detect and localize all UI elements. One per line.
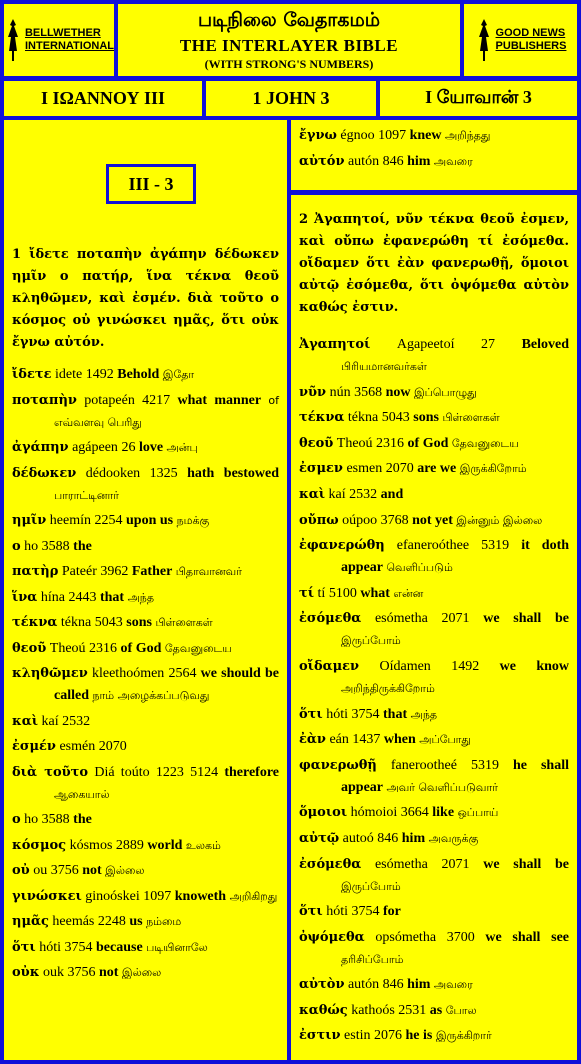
entry-english: him: [401, 830, 426, 846]
entry-greek: ημᾶς: [12, 914, 49, 929]
word-entry: [299, 583, 569, 605]
entry-tamil: of எவ்வளவு பெரிது: [54, 393, 280, 429]
entry-tamil: ஆகையால்: [54, 787, 110, 801]
entry-translit: agápeen: [72, 440, 118, 455]
entry-english: that: [99, 589, 125, 605]
entry-greek: αὐτὸν: [299, 977, 345, 993]
word-entry: [12, 561, 279, 583]
entry-english: we shall be: [483, 856, 569, 872]
entry-translit: kleethoómen: [91, 666, 165, 681]
entry-tamil: போல: [445, 1003, 477, 1017]
title-main: THE INTERLAYER BIBLE: [179, 36, 399, 55]
entry-tamil: இருக்கிறோம்: [459, 462, 527, 476]
entry-translit: Theoú: [336, 435, 373, 451]
entry-translit: kathoós: [351, 1002, 395, 1018]
word-entry: [12, 911, 279, 933]
entry-tamil: இல்லை: [121, 966, 162, 979]
entry-english: we know: [499, 658, 570, 674]
entry-greek: ὅτι: [299, 706, 323, 722]
entry-english: sons: [126, 615, 152, 630]
strongs-number: 3700: [446, 929, 475, 945]
entry-tamil: அறிகிறது: [229, 889, 278, 903]
entry-translit: hóti: [326, 706, 348, 722]
verse-1-greek: 1 ἴδετε ποταπὴν ἀγάπην δέδωκεν ημῖν ο πατήρ, ἵνα τέκνα θεοῦ κληθῶμεν, καὶ ἐσμέν. διὰ τοῦτο ο κόσμος οὐ γινώσκει ημᾶς, ὅτι οὐκ ἔγνω αὐτόν.: [12, 247, 279, 350]
entry-tamil: பிள்ளைகள்: [442, 411, 500, 425]
entry-english: for: [383, 904, 401, 920]
entry-tamil: அவர் வெளிப்படுவார்: [386, 780, 498, 794]
strongs-number: 27: [481, 337, 496, 352]
entry-greek: ἐστιν: [299, 1028, 341, 1044]
entry-greek: ἀγάπην: [12, 440, 69, 455]
strongs-number: 5319: [481, 538, 510, 554]
entry-translit: tékna: [60, 615, 92, 630]
word-entry: [299, 901, 569, 923]
word-entry: [299, 125, 569, 147]
word-entry: [299, 458, 569, 480]
entry-tamil: அவரை: [433, 978, 473, 992]
entry-english: it doth appear: [341, 538, 570, 576]
entry-greek: ἔγνω: [299, 128, 337, 143]
strongs-number: 3754: [64, 939, 93, 955]
word-entry: [12, 835, 279, 857]
entry-english: love: [138, 440, 164, 455]
entry-greek: καὶ: [12, 713, 39, 729]
strongs-number: 3754: [351, 706, 380, 722]
strongs-number: 2254: [94, 513, 123, 528]
entry-translit: ho: [24, 538, 39, 554]
entry-english: knoweth: [174, 888, 227, 904]
word-entry: [12, 437, 279, 459]
entry-english: now: [385, 384, 411, 400]
word-entry: [12, 510, 279, 532]
entry-translit: Agapeetoí: [396, 337, 455, 352]
title-block: [118, 4, 460, 76]
entry-greek: ἐὰν: [299, 732, 326, 748]
logo-left-line2: INTERNATIONAL: [24, 40, 114, 52]
entry-translit: potapeén: [84, 392, 135, 408]
entry-tamil: தேவனுடைய: [164, 641, 232, 655]
entry-greek: τί: [299, 585, 315, 601]
entry-greek: ημῖν: [12, 513, 47, 528]
strongs-number: 3588: [41, 812, 70, 827]
entry-tamil: நாம் அழைக்கப்படுவது: [92, 689, 210, 702]
entry-english: what: [360, 585, 390, 601]
word-entry: [299, 729, 569, 751]
entry-english: of God: [120, 640, 162, 656]
word-entry: [12, 762, 279, 806]
entry-english: not: [82, 863, 102, 878]
strongs-number: 5100: [328, 585, 357, 601]
strongs-number: 1097: [143, 888, 172, 904]
word-entry: [12, 364, 279, 386]
strongs-number: 1437: [352, 732, 381, 748]
word-entry: [12, 663, 279, 707]
entry-greek: οὐκ: [12, 965, 40, 980]
strongs-number: 1492: [85, 367, 114, 382]
entry-tamil: தேவனுடைய: [451, 436, 519, 450]
entry-greek: ὅμοιοι: [299, 805, 348, 821]
logo-right-line1: GOOD NEWS: [495, 27, 566, 39]
entry-english: that: [383, 706, 408, 722]
entry-translit: esmen: [346, 461, 383, 477]
entry-greek: πατὴρ: [12, 564, 59, 579]
word-entry: [299, 828, 569, 850]
entry-tamil: தரிசிப்போம்: [341, 952, 404, 966]
entry-translit: hína: [40, 589, 65, 605]
word-entry: [12, 463, 279, 507]
strongs-number: 1223 5124: [155, 764, 219, 780]
word-entry: [299, 151, 569, 173]
entry-translit: kaí: [328, 486, 346, 502]
entry-english: knew: [409, 128, 442, 143]
entry-translit: autón: [347, 153, 380, 169]
word-entry: [299, 802, 569, 824]
entry-english: the: [73, 538, 92, 554]
entry-english: hath bestowed: [187, 465, 279, 481]
entry-english: he is: [405, 1028, 433, 1044]
entry-translit: nún: [329, 384, 351, 400]
strongs-number: 3664: [400, 805, 429, 821]
verse-2-greek: 2 Ἀγαπητοί, νῦν τέκνα θεοῦ ἐσμεν, καὶ οὔπω ἐφανερώθη τί ἐσόμεθα. οἴδαμεν ὅτι ἐὰν φανερωθῇ, ὅμοιοι αὐτῷ ἐσόμεθα, ὅτι ὀψόμεθα αὐτὸν καθώς ἐστιν.: [299, 212, 569, 315]
entry-tamil: இருப்போம்: [341, 634, 401, 648]
strongs-number: 1097: [378, 128, 407, 143]
entry-translit: tékna: [347, 410, 379, 426]
word-entry: [12, 711, 279, 733]
entry-tamil: நம்மை: [146, 915, 182, 928]
entry-tamil: பிள்ளைகள்: [155, 616, 213, 629]
entry-tamil: இல்லை: [105, 864, 145, 877]
entry-tamil: இதோ: [162, 368, 195, 381]
entry-greek: θεοῦ: [299, 435, 334, 451]
entry-greek: κόσμος: [12, 837, 67, 853]
strongs-number: 2071: [441, 611, 470, 627]
strongs-number: 2070: [385, 461, 414, 477]
entry-translit: esómetha: [374, 611, 428, 627]
entry-greek: καὶ: [299, 486, 326, 502]
word-entry: [12, 937, 279, 959]
entry-english: we shall see: [485, 929, 569, 945]
word-entry: [299, 484, 569, 506]
entry-english: world: [147, 837, 183, 853]
entry-english: are we: [417, 461, 457, 477]
entry-english: he shall appear: [341, 757, 569, 795]
strongs-number: 5319: [470, 757, 499, 773]
word-entry: [12, 587, 279, 609]
entry-greek: ὅτι: [299, 904, 323, 920]
entry-greek: αὐτῷ: [299, 830, 340, 846]
entry-greek: ἐσόμεθα: [299, 856, 362, 872]
strongs-number: 846: [377, 830, 399, 846]
entry-tamil: பாராட்டினார்: [54, 488, 120, 502]
entry-translit: ho: [24, 812, 39, 827]
strongs-number: 4217: [142, 392, 171, 408]
left-entry-list: [12, 364, 279, 988]
entry-english: when: [383, 732, 416, 748]
entry-english: Behold: [117, 367, 160, 382]
ref-greek: I ΙΩΑΝΝΟΥ III: [4, 81, 202, 116]
entry-translit: Diá toúto: [94, 764, 150, 780]
entry-english: therefore: [224, 764, 280, 780]
entry-translit: heemín: [49, 513, 91, 528]
word-entry: [12, 809, 279, 831]
entry-translit: autoó: [342, 830, 374, 846]
word-entry: [12, 860, 279, 882]
entry-greek: τέκνα: [12, 615, 58, 630]
word-entry: [299, 407, 569, 429]
strongs-number: 3768: [380, 512, 409, 528]
word-entry: [12, 612, 279, 634]
entry-tamil: அவருக்கு: [428, 831, 479, 845]
strongs-number: 2316: [376, 435, 405, 451]
entry-english: Father: [131, 564, 173, 579]
entry-translit: esómetha: [374, 856, 428, 872]
title-tamil: படிநிலை வேதாகமம்: [197, 9, 381, 31]
entry-english: not: [98, 965, 119, 980]
entry-english: him: [407, 153, 431, 169]
ref-tamil: I யோவான் 3: [380, 81, 577, 116]
right-entry-list: [299, 334, 569, 1051]
strongs-number: 846: [382, 153, 404, 169]
entry-tamil: அந்த: [410, 707, 438, 721]
entry-english: us: [129, 914, 143, 929]
word-entry: [299, 433, 569, 455]
word-entry: [299, 535, 569, 579]
strongs-number: 2071: [441, 856, 470, 872]
strongs-number: 2532: [349, 486, 378, 502]
word-entry: [12, 736, 279, 758]
entry-tamil: அறிந்திருக்கிறோம்: [341, 681, 435, 695]
entry-tamil: பிதாவானவர்: [175, 565, 242, 578]
entry-english: Beloved: [521, 337, 570, 352]
entry-english: what manner: [177, 392, 262, 408]
strongs-number: 3568: [354, 384, 383, 400]
strongs-number: 846: [382, 977, 404, 993]
entry-translit: ou: [33, 863, 48, 878]
entry-translit: fanerootheé: [390, 757, 457, 773]
strongs-number: 1492: [451, 658, 480, 674]
strongs-number: 26: [121, 440, 136, 455]
entry-tamil: இன்னும் இல்லை: [456, 513, 543, 527]
strongs-number: 3756: [50, 863, 79, 878]
entry-translit: hómoioi: [350, 805, 398, 821]
entry-tamil: என்ன: [393, 586, 424, 600]
entry-english: like: [432, 805, 455, 821]
word-entry: [299, 974, 569, 996]
entry-english: of God: [407, 435, 449, 451]
word-entry: [299, 608, 569, 652]
entry-translit: idete: [55, 367, 83, 382]
entry-greek: γινώσκει: [12, 888, 82, 904]
entry-greek: ἴδετε: [12, 367, 52, 382]
figure-logo-icon: [4, 17, 22, 63]
word-entry: [12, 886, 279, 908]
entry-greek: ὅτι: [12, 939, 36, 955]
entry-english: we shall be: [483, 611, 569, 627]
entry-translit: dédooken: [85, 465, 141, 481]
right-column: [291, 195, 577, 1060]
entry-tamil: படியினாலே: [146, 940, 208, 954]
entry-tamil: இப்பொழுது: [413, 385, 477, 399]
entry-english: sons: [413, 410, 439, 426]
word-entry: [299, 382, 569, 404]
strongs-number: 2531: [398, 1002, 427, 1018]
entry-greek: οὔπω: [299, 512, 339, 528]
word-entry: [299, 656, 569, 700]
entry-greek: Ἀγαπητοί: [299, 337, 371, 352]
strongs-number: 2443: [68, 589, 97, 605]
entry-translit: Pateér: [61, 564, 97, 579]
entry-tamil: அவரை: [433, 154, 473, 168]
entry-tamil: இருக்கிறார்: [435, 1029, 492, 1043]
figure-logo-icon: [475, 17, 493, 63]
entry-greek: ἵνα: [12, 589, 38, 605]
top-right-entry-list: [299, 125, 569, 176]
entry-translit: eán: [329, 732, 349, 748]
entry-english: the: [73, 812, 92, 827]
entry-tamil: வெளிப்படும்: [386, 561, 453, 575]
bellwether-logo: [4, 4, 114, 76]
entry-tamil: அன்பு: [166, 441, 198, 454]
entry-tamil: உலகம்: [185, 838, 221, 852]
entry-greek: τέκνα: [299, 410, 345, 426]
strongs-number: 2889: [115, 837, 144, 853]
strongs-number: 3962: [100, 564, 129, 579]
entry-greek: κληθῶμεν: [12, 666, 88, 681]
section-label: III - 3: [106, 164, 196, 204]
word-entry: [12, 962, 279, 984]
entry-greek: νῦν: [299, 384, 327, 400]
word-entry: [299, 510, 569, 532]
strongs-number: 2070: [98, 739, 127, 754]
strongs-number: 1325: [149, 465, 178, 481]
entry-greek: διὰ τοῦτο: [12, 764, 89, 780]
entry-translit: hóti: [326, 904, 348, 920]
entry-translit: tí: [317, 585, 326, 601]
strongs-number: 2248: [97, 914, 126, 929]
left-column: [4, 120, 287, 1060]
right-top-panel: [291, 120, 577, 190]
entry-tamil: அந்த: [127, 590, 155, 604]
entry-translit: kósmos: [69, 837, 113, 853]
entry-greek: ὀψόμεθα: [299, 929, 365, 945]
entry-translit: ginoóskei: [85, 888, 140, 904]
entry-greek: φανερωθῇ: [299, 757, 377, 773]
entry-translit: heemás: [52, 914, 95, 929]
entry-translit: autón: [347, 977, 380, 993]
strongs-number: 3756: [67, 965, 96, 980]
entry-english: not yet: [412, 512, 453, 528]
entry-greek: ο: [12, 812, 21, 827]
entry-greek: ἐσμεν: [299, 461, 343, 477]
title-sub: (WITH STRONG'S NUMBERS): [204, 57, 374, 71]
strongs-number: 2076: [374, 1028, 402, 1044]
word-entry: [299, 755, 569, 799]
word-entry: [12, 390, 279, 434]
strongs-number: 5043: [94, 615, 123, 630]
entry-translit: Theoú: [49, 640, 86, 656]
entry-tamil: ஒப்பாய்: [457, 806, 499, 820]
strongs-number: 2316: [89, 640, 118, 656]
strongs-number: 2564: [168, 666, 197, 681]
ref-english: 1 JOHN 3: [206, 81, 376, 116]
word-entry: [299, 704, 569, 726]
entry-greek: ποταπὴν: [12, 392, 77, 408]
entry-english: we should be called: [54, 666, 279, 703]
entry-tamil: அறிந்தது: [445, 129, 491, 142]
word-entry: [299, 1000, 569, 1022]
word-entry: [12, 638, 279, 660]
entry-translit: hóti: [39, 939, 61, 955]
word-entry: [299, 334, 569, 378]
word-entry: [299, 927, 569, 971]
entry-translit: Oídamen: [379, 658, 431, 674]
entry-english: and: [380, 486, 404, 502]
entry-translit: ouk: [42, 965, 64, 980]
entry-translit: kaí: [41, 713, 59, 729]
logo-right-line2: PUBLISHERS: [495, 40, 567, 52]
entry-tamil: நமக்கு: [176, 514, 210, 527]
entry-greek: ἐσμέν: [12, 739, 56, 754]
entry-translit: esmén: [59, 739, 96, 754]
entry-tamil: இருப்போம்: [341, 879, 401, 893]
entry-english: as: [429, 1002, 443, 1018]
entry-tamil: அப்போது: [419, 733, 471, 747]
entry-greek: καθώς: [299, 1002, 348, 1018]
logo-left-line1: BELLWETHER: [24, 27, 101, 39]
entry-english: because: [96, 939, 143, 955]
strongs-number: 2532: [62, 713, 91, 729]
entry-greek: οὐ: [12, 863, 30, 878]
word-entry: [299, 1025, 569, 1047]
entry-translit: égnoo: [340, 128, 375, 143]
entry-translit: efaneroóthee: [396, 538, 470, 554]
entry-greek: ἐσόμεθα: [299, 611, 362, 627]
entry-greek: ἐφανερώθη: [299, 538, 385, 554]
entry-greek: θεοῦ: [12, 640, 47, 656]
word-entry: [299, 854, 569, 898]
entry-greek: αὐτόν: [299, 153, 345, 169]
entry-tamil: பிரியமானவர்கள்: [341, 360, 427, 373]
entry-english: him: [407, 977, 431, 993]
word-entry: [12, 536, 279, 558]
strongs-number: 3588: [41, 538, 70, 554]
entry-greek: δέδωκεν: [12, 465, 77, 481]
entry-greek: ο: [12, 538, 21, 554]
entry-translit: estin: [344, 1028, 371, 1044]
entry-translit: opsómetha: [375, 929, 437, 945]
entry-english: upon us: [126, 513, 174, 528]
strongs-number: 3754: [351, 904, 380, 920]
good-news-logo: [464, 4, 577, 76]
entry-greek: οἴδαμεν: [299, 658, 360, 674]
strongs-number: 5043: [381, 410, 410, 426]
entry-translit: oúpoo: [342, 512, 378, 528]
